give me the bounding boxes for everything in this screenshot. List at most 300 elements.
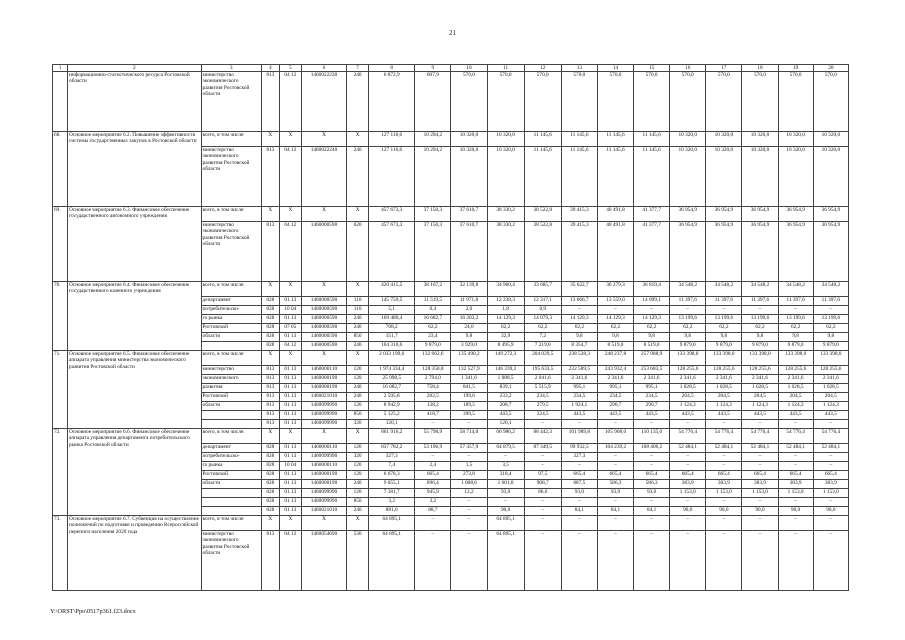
amount-cell: 90,0 — [742, 507, 778, 516]
amount-cell: 33 685,7 — [524, 282, 561, 297]
header-cell: 13 — [561, 65, 597, 72]
amount-cell: 945,9 — [415, 489, 451, 498]
amount-cell: 570,0 — [451, 72, 487, 132]
code-cell: 120 — [347, 444, 369, 453]
amount-cell: 58 714,0 — [451, 429, 487, 444]
code-cell: X — [279, 516, 301, 531]
amount-cell: 6 872,9 — [369, 72, 415, 132]
amount-cell: 665,4 — [742, 471, 778, 480]
amount-cell: 132 527,9 — [451, 366, 487, 375]
code-cell: X — [279, 429, 301, 444]
activity-name: Основное мероприятие 6.2. Повышение эффективности системы государственных закупок в Ростовской области — [68, 132, 202, 207]
code-cell: 01 13 — [279, 507, 301, 516]
amount-cell: – — [415, 531, 451, 591]
amount-cell: 110 135,0 — [634, 429, 670, 444]
amount-cell: 62,2 — [670, 324, 706, 333]
amount-cell: 39 415,3 — [561, 222, 597, 282]
amount-cell: – — [742, 453, 778, 462]
amount-cell: 149 272,3 — [487, 351, 524, 366]
header-cell: 14 — [597, 65, 633, 72]
amount-cell: 10 320,0 — [487, 132, 524, 147]
amount-cell: 9,8 — [597, 333, 633, 342]
amount-cell: 64 895,1 — [369, 531, 415, 591]
executor-cell — [201, 507, 261, 516]
header-cell: 20 — [813, 65, 848, 72]
code-cell: X — [301, 282, 346, 297]
code-cell: 1460000590 — [301, 222, 346, 282]
amount-cell: 128 255,6 — [670, 366, 706, 375]
amount-cell: 665,4 — [670, 471, 706, 480]
row-number — [53, 72, 68, 132]
code-cell: 813 — [261, 366, 279, 375]
amount-cell: 839,1 — [487, 384, 524, 393]
code-cell: 813 — [261, 402, 279, 411]
code-cell: 1460000110 — [301, 444, 346, 453]
amount-cell: 204,5 — [742, 393, 778, 402]
amount-cell: 2 341,6 — [778, 375, 813, 384]
amount-cell: 204,5 — [706, 393, 742, 402]
code-cell: 240 — [347, 384, 369, 393]
amount-cell: 0,9 — [524, 306, 561, 315]
code-cell: 828 — [261, 333, 279, 342]
code-cell: 813 — [261, 420, 279, 429]
amount-cell: 7 219,0 — [524, 342, 561, 351]
executor-cell: департамент — [201, 444, 261, 453]
code-cell: 1460054690 — [301, 531, 346, 591]
amount-cell: 84,1 — [561, 507, 597, 516]
amount-cell: – — [778, 516, 813, 531]
amount-cell: 2 341,6 — [597, 375, 633, 384]
amount-cell: 11 145,6 — [597, 147, 633, 207]
amount-cell: 2,4 — [415, 462, 451, 471]
amount-cell: 14 099,1 — [634, 297, 670, 306]
amount-cell: 133 398,0 — [813, 351, 848, 366]
amount-cell: – — [561, 420, 597, 429]
code-cell: 120 — [347, 402, 369, 411]
code-cell: 1460099990 — [301, 411, 346, 420]
amount-cell: – — [778, 498, 813, 507]
executor-cell: министерство экономического развития Ростовской области — [201, 72, 261, 132]
code-cell: X — [279, 207, 301, 222]
amount-cell: – — [487, 453, 524, 462]
amount-cell: – — [813, 306, 848, 315]
amount-cell: 290,7 — [634, 402, 670, 411]
amount-cell: 62,2 — [742, 324, 778, 333]
amount-cell: – — [415, 516, 451, 531]
code-cell: 828 — [261, 480, 279, 489]
amount-cell: 204 029,5 — [524, 351, 561, 366]
code-cell: 828 — [261, 324, 279, 333]
amount-cell: 52 484,1 — [742, 444, 778, 453]
amount-cell: 62,2 — [415, 324, 451, 333]
amount-cell: 908,7 — [524, 480, 561, 489]
amount-cell: 9,8 — [634, 333, 670, 342]
table-row — [53, 207, 849, 222]
header-cell: 11 — [487, 65, 524, 72]
amount-cell: 11 145,6 — [561, 132, 597, 147]
code-cell: 813 — [261, 384, 279, 393]
amount-cell: 443,5 — [670, 411, 706, 420]
amount-cell: 8 519,0 — [634, 342, 670, 351]
amount-cell: 10 320,0 — [487, 147, 524, 207]
amount-cell: 443,5 — [742, 411, 778, 420]
executor-cell: всего, в том числе: — [201, 282, 261, 297]
activity-name: Основное мероприятие 6.6. Финансовое обеспечение аппарата управления департамента потребительского рынка Ростовской области — [68, 429, 202, 516]
code-cell: 1460000590 — [301, 342, 346, 351]
code-cell: 813 — [261, 147, 279, 207]
amount-cell: 243 932,4 — [597, 366, 633, 375]
amount-cell: – — [597, 516, 633, 531]
amount-cell: 16 082,7 — [369, 384, 415, 393]
amount-cell: 1 088,5 — [487, 375, 524, 384]
amount-cell: 93,0 — [561, 489, 597, 498]
code-cell: 828 — [261, 453, 279, 462]
amount-cell: 9,8 — [706, 333, 742, 342]
code-cell: X — [347, 351, 369, 366]
amount-cell: 40 491,8 — [597, 207, 633, 222]
amount-cell: 36 954,9 — [706, 222, 742, 282]
code-cell: 240 — [347, 507, 369, 516]
amount-cell: 10 320,0 — [451, 147, 487, 207]
code-cell: X — [347, 207, 369, 222]
amount-cell: 443,5 — [813, 411, 848, 420]
amount-cell: 9 879,0 — [706, 342, 742, 351]
executor-cell — [201, 420, 261, 429]
amount-cell: 234,5 — [561, 393, 597, 402]
amount-cell: 99 932,5 — [561, 444, 597, 453]
amount-cell: 54 776,4 — [670, 429, 706, 444]
amount-cell: 2 794,0 — [415, 375, 451, 384]
executor-cell — [201, 489, 261, 498]
amount-cell: 120,1 — [369, 420, 415, 429]
amount-cell: – — [524, 420, 561, 429]
amount-cell: 2 341,6 — [706, 375, 742, 384]
code-cell: X — [261, 429, 279, 444]
amount-cell: 10 294,2 — [415, 132, 451, 147]
amount-cell: 120,1 — [487, 420, 524, 429]
code-cell: 01 13 — [279, 498, 301, 507]
amount-cell: 88,7 — [415, 507, 451, 516]
amount-cell: 14 129,3 — [487, 315, 524, 324]
amount-cell: – — [742, 498, 778, 507]
amount-cell: 327,3 — [369, 453, 415, 462]
amount-cell: – — [597, 531, 633, 591]
amount-cell: 1 124,3 — [670, 402, 706, 411]
amount-cell: 443,5 — [634, 411, 670, 420]
code-cell: X — [261, 132, 279, 147]
header-cell: 3 — [201, 65, 261, 72]
code-cell: 828 — [261, 489, 279, 498]
amount-cell: 12 317,1 — [524, 297, 561, 306]
code-cell: X — [279, 132, 301, 147]
amount-cell: – — [742, 516, 778, 531]
amount-cell: – — [813, 531, 848, 591]
amount-cell: 1 124,3 — [778, 402, 813, 411]
amount-cell: 3,2 — [369, 498, 415, 507]
amount-cell: – — [634, 453, 670, 462]
executor-cell: всего, в том числе: — [201, 351, 261, 366]
amount-cell: 36 954,9 — [670, 207, 706, 222]
amount-cell: 1,8 — [487, 306, 524, 315]
amount-cell: 128 255,6 — [778, 366, 813, 375]
amount-cell: 54 776,4 — [813, 429, 848, 444]
amount-cell: 133 398,0 — [670, 351, 706, 366]
executor-cell: всего, в том числе: — [201, 132, 261, 147]
code-cell: 813 — [261, 375, 279, 384]
header-cell: 15 — [634, 65, 670, 72]
amount-cell: – — [634, 306, 670, 315]
amount-cell: 64 895,1 — [369, 516, 415, 531]
amount-cell: 62,2 — [561, 324, 597, 333]
code-cell: 120 — [347, 462, 369, 471]
code-cell: 620 — [347, 222, 369, 282]
code-cell: 320 — [347, 453, 369, 462]
amount-cell: 1 153,0 — [706, 489, 742, 498]
amount-cell: 665,4 — [561, 471, 597, 480]
amount-cell: 11 397,6 — [778, 297, 813, 306]
amount-cell: 11 145,6 — [597, 132, 633, 147]
amount-cell: – — [524, 531, 561, 591]
executor-cell: области — [201, 333, 261, 342]
amount-cell: 37 610,7 — [451, 207, 487, 222]
code-cell: 828 — [261, 342, 279, 351]
amount-cell: – — [561, 462, 597, 471]
code-cell: 120 — [347, 375, 369, 384]
code-cell: 240 — [347, 147, 369, 207]
code-cell: 01 13 — [279, 315, 301, 324]
amount-cell: 390,5 — [451, 411, 487, 420]
amount-cell: 11 971,8 — [451, 297, 487, 306]
amount-cell: 443,5 — [706, 411, 742, 420]
table-row — [53, 516, 849, 531]
amount-cell: 146 339,2 — [487, 366, 524, 375]
amount-cell: 135 490,2 — [451, 351, 487, 366]
code-cell: 828 — [261, 315, 279, 324]
amount-cell: – — [813, 453, 848, 462]
code-cell: 1460099990 — [301, 420, 346, 429]
amount-cell: 90,0 — [487, 507, 524, 516]
code-cell: 1460000590 — [301, 333, 346, 342]
header-cell: 17 — [706, 65, 742, 72]
amount-cell: 1 153,0 — [813, 489, 848, 498]
amount-cell: 104 239,2 — [597, 444, 633, 453]
amount-cell: 248 237,8 — [597, 351, 633, 366]
amount-cell: 665,4 — [813, 471, 848, 480]
amount-cell: 39 415,3 — [561, 207, 597, 222]
amount-cell: 1 028,5 — [813, 384, 848, 393]
amount-cell: – — [597, 420, 633, 429]
amount-cell: 38 330,2 — [487, 222, 524, 282]
activity-name: Основное мероприятие 6.5. Финансовое обеспечение аппарата управления министерства экономического развития Ростовской области — [68, 351, 202, 429]
amount-cell: 8 354,7 — [561, 342, 597, 351]
code-cell: X — [279, 282, 301, 297]
code-cell: 01 13 — [279, 420, 301, 429]
header-cell: 16 — [670, 65, 706, 72]
amount-cell: 2 341,6 — [813, 375, 848, 384]
amount-cell: 586,3 — [597, 480, 633, 489]
code-cell: 01 13 — [279, 471, 301, 480]
amount-cell: – — [778, 420, 813, 429]
amount-cell: – — [778, 306, 813, 315]
amount-cell: 41 377,7 — [634, 222, 670, 282]
amount-cell: 290,7 — [597, 402, 633, 411]
code-cell: X — [301, 207, 346, 222]
amount-cell: 9,8 — [778, 333, 813, 342]
amount-cell: – — [451, 531, 487, 591]
amount-cell: 90,0 — [778, 507, 813, 516]
amount-cell: 104 310,6 — [369, 342, 415, 351]
amount-cell: 36 279,3 — [597, 282, 633, 297]
amount-cell: – — [451, 453, 487, 462]
amount-cell: 23,4 — [415, 333, 451, 342]
amount-cell: 9,8 — [813, 333, 848, 342]
amount-cell: 127 116,6 — [369, 132, 415, 147]
amount-cell: 8 519,0 — [597, 342, 633, 351]
amount-cell: 13 066,7 — [561, 297, 597, 306]
header-cell: 19 — [778, 65, 813, 72]
code-cell: 01 13 — [279, 444, 301, 453]
amount-cell: 14 129,3 — [597, 315, 633, 324]
amount-cell: 253 683,5 — [634, 366, 670, 375]
amount-cell: 13 199,6 — [813, 315, 848, 324]
code-cell: 828 — [261, 444, 279, 453]
amount-cell: 138,2 — [415, 402, 451, 411]
amount-cell: – — [813, 420, 848, 429]
budget-table — [52, 64, 849, 591]
amount-cell: 105 968,0 — [597, 429, 633, 444]
code-cell: 320 — [347, 420, 369, 429]
code-cell: 813 — [261, 222, 279, 282]
code-cell: 120 — [347, 489, 369, 498]
amount-cell: 9,8 — [451, 333, 487, 342]
amount-cell: 38 522,8 — [524, 207, 561, 222]
amount-cell: 88 442,3 — [524, 429, 561, 444]
amount-cell: 234,5 — [634, 393, 670, 402]
amount-cell: 570,0 — [778, 72, 813, 132]
code-cell: 240 — [347, 342, 369, 351]
amount-cell: 10 320,0 — [670, 132, 706, 147]
amount-cell: 1,5 — [451, 462, 487, 471]
amount-cell: 3,5 — [487, 462, 524, 471]
code-cell: X — [347, 132, 369, 147]
code-cell: 828 — [261, 471, 279, 480]
code-cell: 01 13 — [279, 402, 301, 411]
executor-cell: области — [201, 480, 261, 489]
amount-cell: 86,6 — [524, 489, 561, 498]
row-number: 69. — [53, 207, 68, 282]
amount-cell: 204,5 — [813, 393, 848, 402]
code-cell: 1460022230 — [301, 72, 346, 132]
amount-cell: 36 954,9 — [706, 207, 742, 222]
amount-cell: 570,0 — [561, 72, 597, 132]
amount-cell: 10 320,0 — [706, 132, 742, 147]
amount-cell: 38 330,2 — [487, 207, 524, 222]
amount-cell: 327,3 — [561, 453, 597, 462]
executor-cell: потребительско- — [201, 453, 261, 462]
code-cell: 01 13 — [279, 411, 301, 420]
amount-cell: 32,9 — [487, 333, 524, 342]
amount-cell: – — [524, 516, 561, 531]
code-cell: 1460000590 — [301, 306, 346, 315]
amount-cell: 5 515,9 — [524, 384, 561, 393]
code-cell: 1460000590 — [301, 324, 346, 333]
amount-cell: 995,1 — [634, 384, 670, 393]
amount-cell: 195 633,5 — [524, 366, 561, 375]
amount-cell: 7,2 — [524, 333, 561, 342]
amount-cell: 38 167,2 — [415, 282, 451, 297]
code-cell: 240 — [347, 480, 369, 489]
header-cell: 18 — [742, 65, 778, 72]
row-number: 72. — [53, 429, 68, 516]
amount-cell: 151,7 — [369, 333, 415, 342]
code-cell: 813 — [261, 393, 279, 402]
executor-cell: министерство экономического развития Ростовской области — [201, 222, 261, 282]
code-cell: 01 13 — [279, 333, 301, 342]
amount-cell: 570,0 — [813, 72, 848, 132]
amount-cell: 12 238,3 — [487, 297, 524, 306]
amount-cell: 665,4 — [634, 471, 670, 480]
code-cell: 10 04 — [279, 306, 301, 315]
amount-cell: 10 320,0 — [813, 147, 848, 207]
code-cell: X — [301, 516, 346, 531]
code-cell: 120 — [347, 471, 369, 480]
amount-cell: 54 776,4 — [778, 429, 813, 444]
amount-cell: 861 916,2 — [369, 429, 415, 444]
amount-cell: 6 678,3 — [369, 471, 415, 480]
amount-cell: 8 495,9 — [487, 342, 524, 351]
code-cell: 10 04 — [279, 462, 301, 471]
header-cell: 10 — [451, 65, 487, 72]
amount-cell: 383,9 — [742, 480, 778, 489]
amount-cell: – — [813, 498, 848, 507]
table-row — [53, 429, 849, 444]
footer-file-path: Y:\ORST\Ppo\0517p361.f23.docx — [50, 608, 136, 615]
amount-cell: 1 153,0 — [742, 489, 778, 498]
amount-cell: 34 548,2 — [813, 282, 848, 297]
amount-cell: 34 548,2 — [706, 282, 742, 297]
amount-cell: 199,6 — [451, 393, 487, 402]
header-cell: 5 — [279, 65, 301, 72]
amount-cell: – — [706, 531, 742, 591]
executor-cell — [201, 342, 261, 351]
amount-cell: 62,2 — [778, 324, 813, 333]
executor-cell: всего, в том числе: — [201, 516, 261, 531]
amount-cell: – — [778, 531, 813, 591]
amount-cell: 896,4 — [415, 480, 451, 489]
code-cell: 01 13 — [279, 480, 301, 489]
amount-cell: – — [706, 462, 742, 471]
executor-cell: развития — [201, 384, 261, 393]
amount-cell: 1 124,3 — [742, 402, 778, 411]
code-cell: X — [347, 429, 369, 444]
executor-cell: го рынка — [201, 462, 261, 471]
amount-cell: 93,0 — [634, 489, 670, 498]
table-row — [53, 72, 849, 132]
amount-cell: 93,0 — [487, 489, 524, 498]
code-cell: 1460099990 — [301, 498, 346, 507]
amount-cell: 128 255,6 — [813, 366, 848, 375]
code-cell: 1460000190 — [301, 471, 346, 480]
code-cell: 01 13 — [279, 375, 301, 384]
code-cell: 828 — [261, 462, 279, 471]
amount-cell: 9,8 — [742, 333, 778, 342]
header-cell: 8 — [369, 65, 415, 72]
amount-cell: 10 294,2 — [415, 147, 451, 207]
amount-cell: 11 397,6 — [670, 297, 706, 306]
amount-cell: 54 776,4 — [706, 429, 742, 444]
amount-cell: 36 954,9 — [778, 222, 813, 282]
amount-cell: 443,5 — [778, 411, 813, 420]
